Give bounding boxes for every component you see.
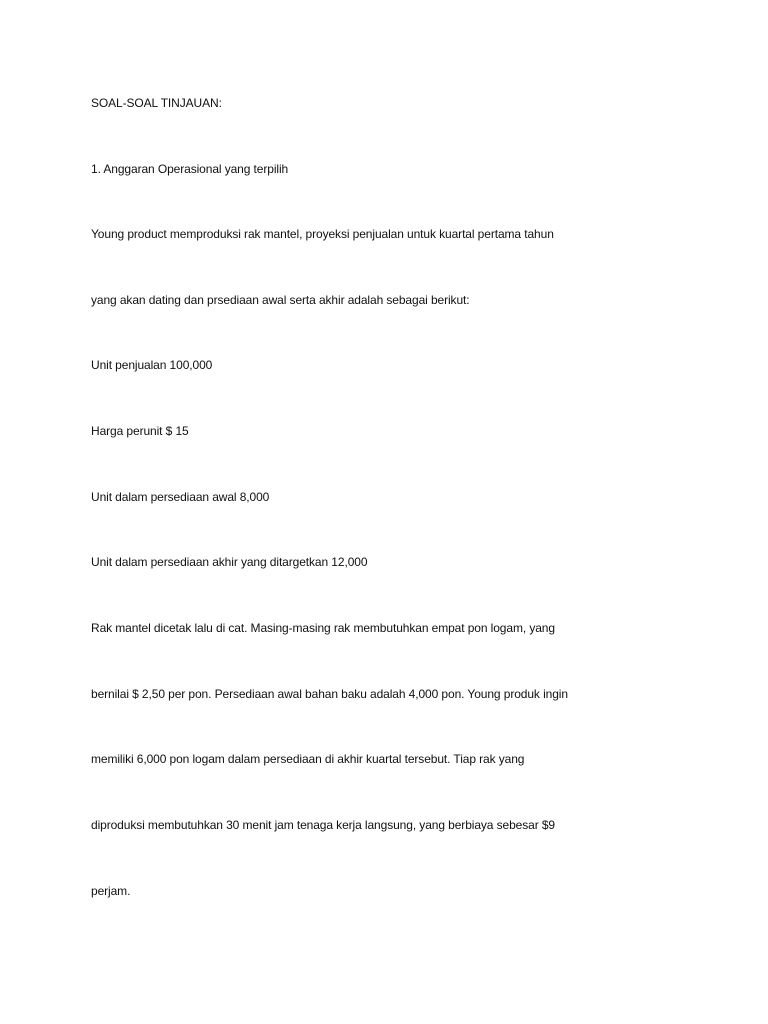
unit-price-line: Harga perunit $ 15: [91, 424, 189, 438]
beginning-inventory-line: Unit dalam persediaan awal 8,000: [91, 490, 270, 504]
question-title: 1. Anggaran Operasional yang terpilih: [91, 162, 289, 176]
ending-inventory-line: Unit dalam persediaan akhir yang ditargetkan 12,000: [91, 555, 368, 569]
body-line: diproduksi membutuhkan 30 menit jam tenaga kerja langsung, yang berbiaya sebesar $9: [91, 818, 555, 832]
document-heading: SOAL-SOAL TINJAUAN:: [91, 96, 222, 110]
body-line: Young product memproduksi rak mantel, proyeksi penjualan untuk kuartal pertama tahun: [91, 227, 554, 241]
body-line: yang akan dating dan prsediaan awal serta akhir adalah sebagai berikut:: [91, 293, 470, 307]
body-line: memiliki 6,000 pon logam dalam persediaan di akhir kuartal tersebut. Tiap rak yang: [91, 752, 525, 766]
body-line: bernilai $ 2,50 per pon. Persediaan awal bahan baku adalah 4,000 pon. Young produk ingin: [91, 687, 568, 701]
sales-units-line: Unit penjualan 100,000: [91, 358, 213, 372]
body-line: perjam.: [91, 884, 131, 898]
body-line: Rak mantel dicetak lalu di cat. Masing-masing rak membutuhkan empat pon logam, yang: [91, 621, 555, 635]
